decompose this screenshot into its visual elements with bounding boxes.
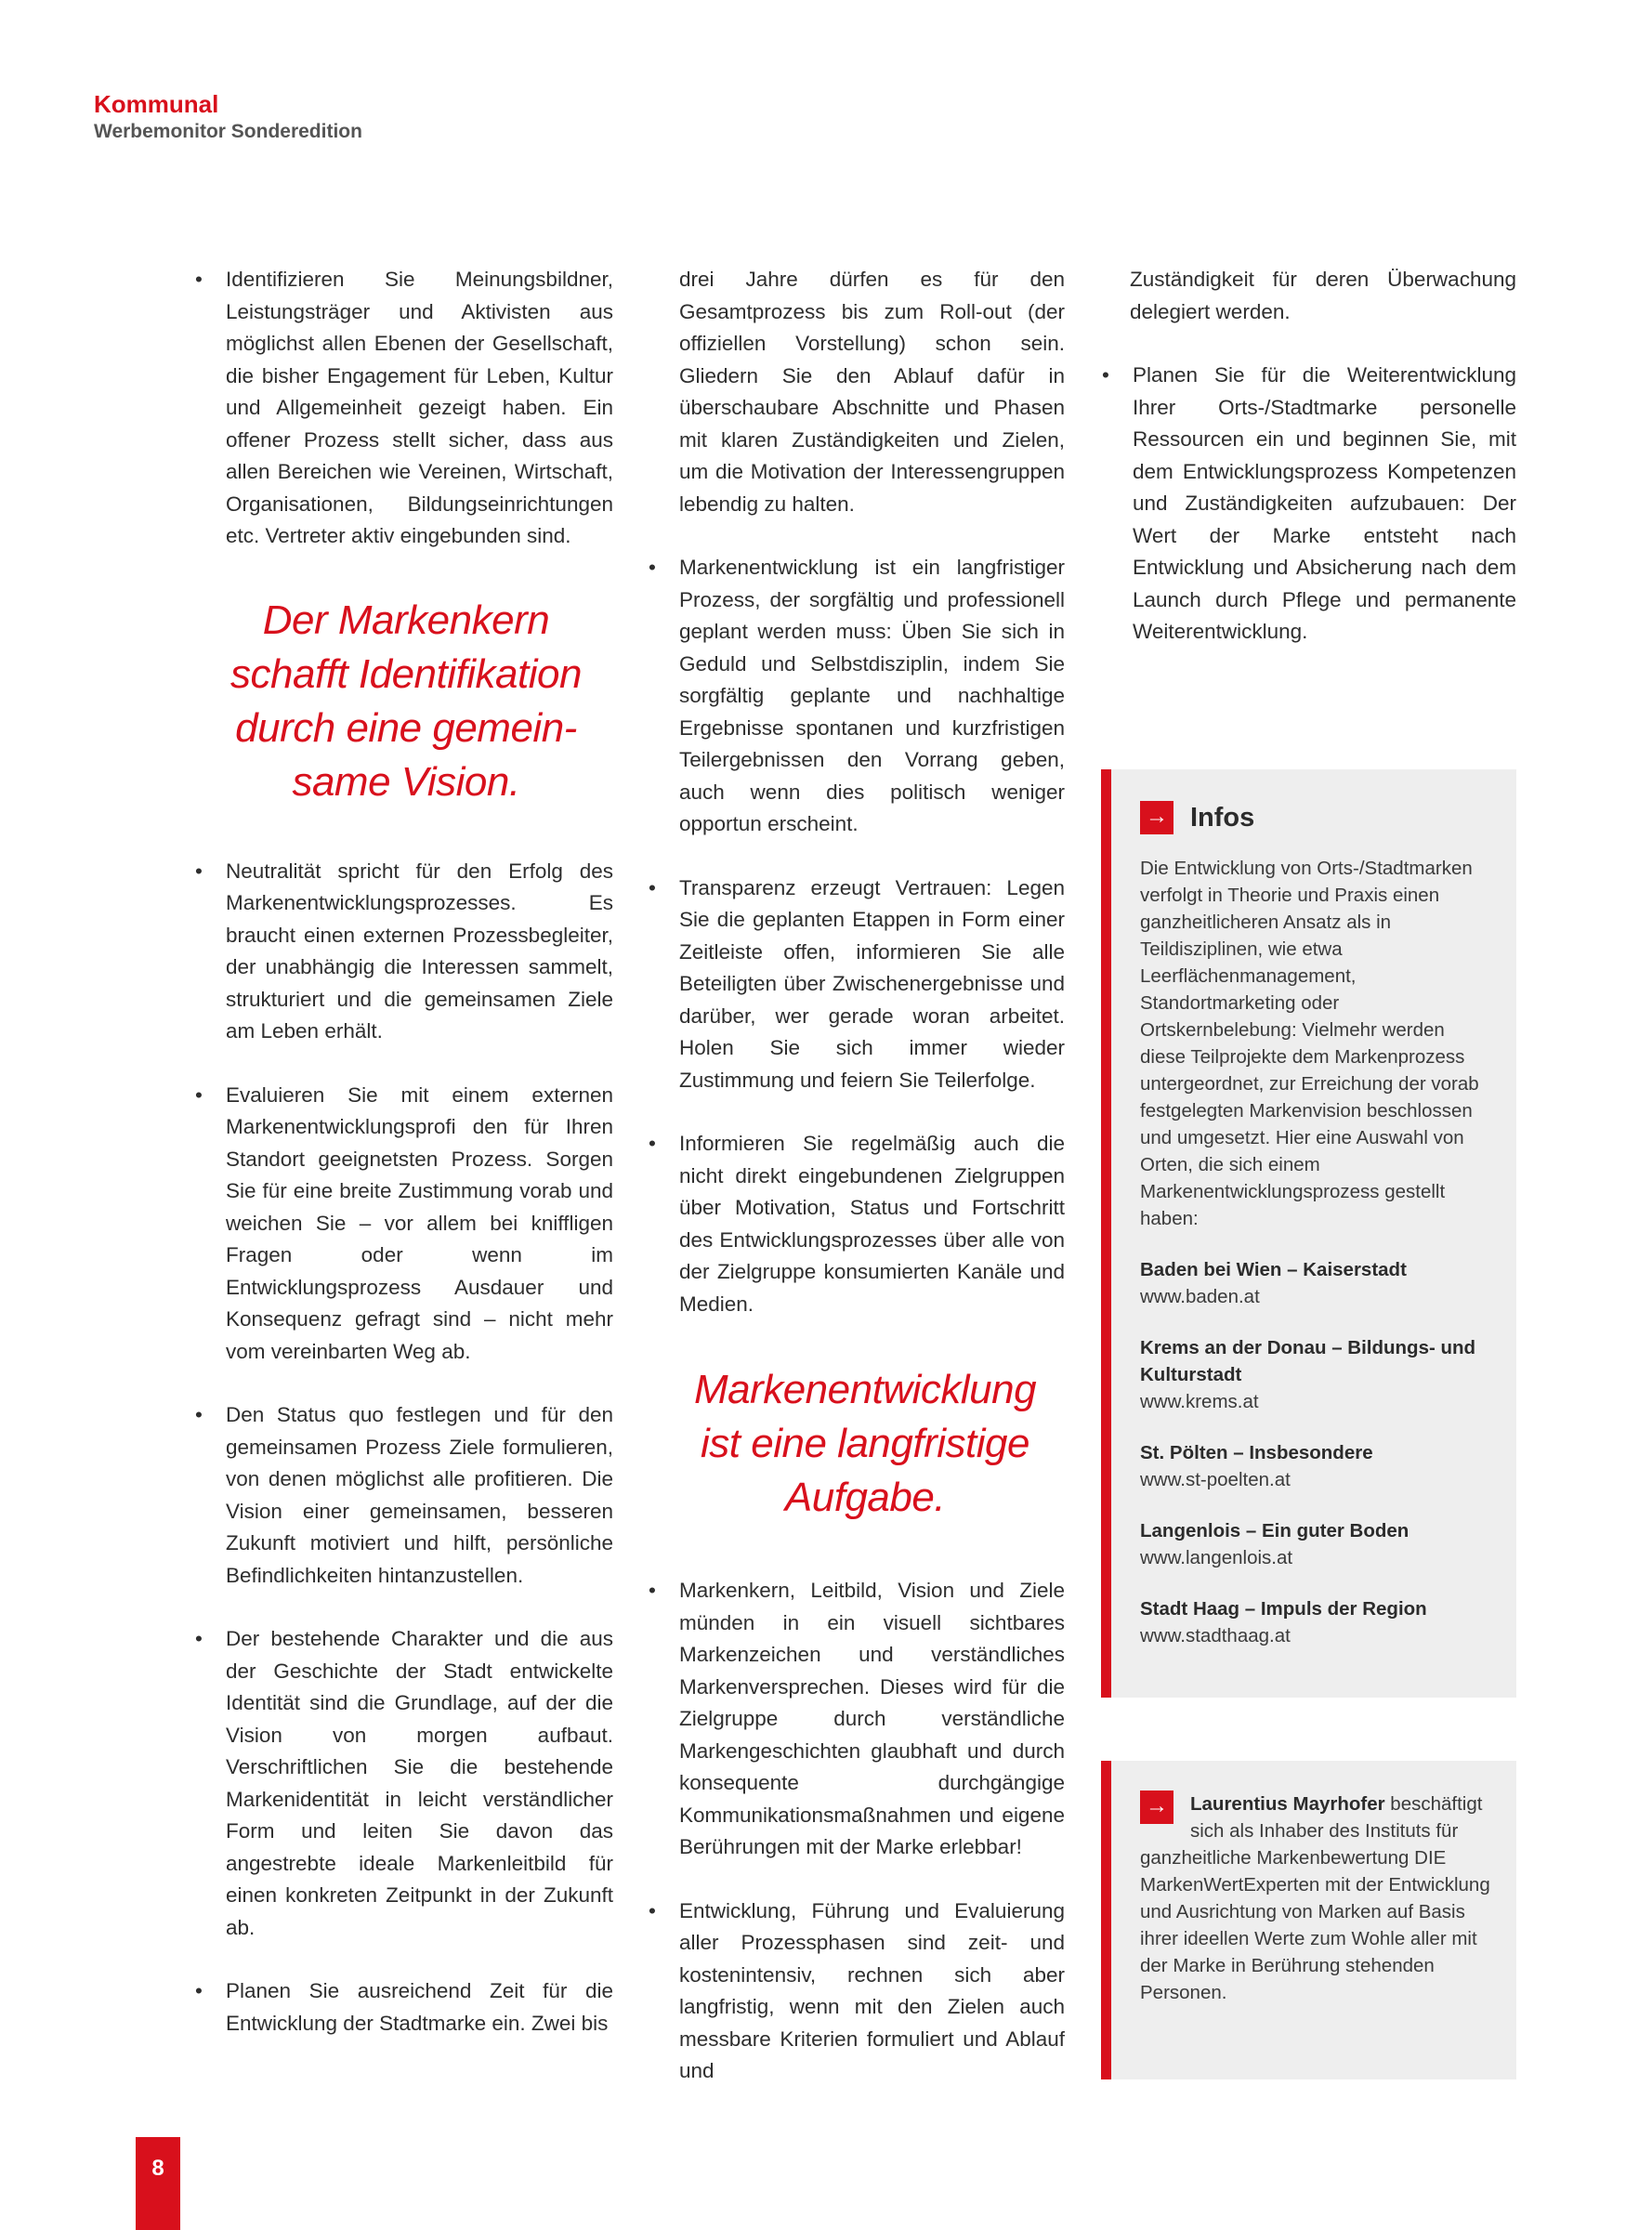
list-item-text: Markenkern, Leitbild, Vision und Ziele münden in ein visuell sichtbares Markenzeichen und verständliches Markenversprechen. Dieses wird für die Zielgruppe durch verständliche Markengeschichten glaubhaft und durch konsequente durchgängige Kommunikationsmaßnahmen und eigene Berührungen mit der Marke erlebbar! [679, 1579, 1065, 1858]
pull-quote [639, 1363, 1065, 1525]
bullet-icon: • [195, 268, 203, 291]
pull-quote-line: schafft Identifikation [230, 650, 582, 697]
bullet-icon: • [195, 1082, 203, 1107]
list-item [186, 1080, 613, 1369]
bullet-icon: • [1102, 363, 1109, 387]
bullet-icon: • [649, 556, 656, 579]
text-column-3 [1093, 264, 1516, 680]
place-item [1140, 1256, 1492, 1310]
paragraph-continued: Zuständigkeit für deren Überwachung delegiert werden. [1130, 268, 1516, 323]
info-box [1101, 769, 1516, 1698]
author-box [1101, 1761, 1516, 2079]
list-item [186, 264, 613, 553]
place-url-link[interactable]: www.baden.at [1140, 1286, 1260, 1307]
list-item [639, 1128, 1065, 1320]
bullet-icon: • [649, 1898, 656, 1922]
list-item-text: Entwicklung, Führung und Evaluierung aller Prozessphasen sind zeit- und kostenintensiv, rechnen sich aber langfristig, wenn mit den Zielen auch messbare Kriterien formuliert und Ablauf und [679, 1898, 1065, 2082]
bullet-icon: • [649, 1132, 656, 1155]
place-item [1140, 1439, 1492, 1493]
pull-quote-line: Aufgabe. [784, 1475, 946, 1520]
place-url-link[interactable]: www.st-poelten.at [1140, 1469, 1291, 1490]
place-name: St. Pölten – Insbesondere [1140, 1442, 1373, 1463]
list-item-text: Informieren Sie regelmäßig auch die nicht direkt eingebundenen Zielgruppen über Motivation, Status und Fortschritt des Entwicklungsprozesses über alle von der Zielgruppe konsumierten Kanäle und Medien. [679, 1132, 1065, 1316]
text-column-2 [639, 264, 1065, 2119]
bullet-icon: • [195, 1403, 203, 1426]
bullet-icon: • [649, 875, 656, 899]
list-item-text: Identifizieren Sie Meinungsbildner, Leistungsträger und Aktivisten aus möglichst allen Ebenen der Gesellschaft, die bisher Engagement für Leben, Kultur und Allgemeinheit gezeigt haben. Ein offener Prozess stellt sicher, dass aus allen Bereichen wie Vereinen, Wirtschaft, Organisationen, Bildungseinrichtungen etc. Vertreter aktiv eingebunden sind. [226, 268, 613, 547]
list-item-text: Neutralität spricht für den Erfolg des Markenentwicklungsprozesses. Es braucht einen externen Prozessbegleiter, der unabhängig die Interessen sammelt, strukturiert und die gemeinsamen Ziele am Leben erhält. [226, 859, 613, 1043]
place-name: Stadt Haag – Impuls der Region [1140, 1598, 1427, 1620]
list-item-text: Planen Sie für die Weiterentwicklung Ihrer Orts-/Stadtmarke personelle Ressourcen ein und beginnen Sie, mit dem Entwicklungsprozess Kompetenzen und Zuständigkeiten aufzubauen: Der Wert der Marke entsteht nach Entwicklung und Absicherung nach dem Launch durch Pflege und permanente Weiterentwicklung. [1133, 363, 1516, 643]
place-item [1140, 1595, 1492, 1649]
arrow-right-icon: → [1140, 801, 1173, 834]
list-item-text: Transparenz erzeugt Vertrauen: Legen Sie die geplanten Etappen in Form einer Zeitleiste offen, informieren Sie alle Beteiligten über Zwischenergebnisse und darüber, wer gerade woran arbeitet. Holen Sie sich immer wieder Zustimmung und feiern Sie Teilerfolge. [679, 875, 1065, 1092]
info-box-text: Die Entwicklung von Orts-/Stadtmarken verfolgt in Theorie und Praxis einen ganzheitlicheren Ansatz als in Teildisziplinen, wie etwa Leerflächenmanagement, Standortmarketing oder Ortskernbelebung: Vielmehr werden diese Teilprojekte dem Markenprozess untergeordnet, zur Erreichung der vorab festgelegten Markenvision beschlossen und umgesetzt. Hier eine Auswahl von Orten, die sich einem Markenentwicklungsprozess gestellt haben: [1140, 858, 1479, 1229]
bullet-icon: • [195, 859, 203, 883]
place-name: Krems an der Donau – Bildungs- und Kulturstadt [1140, 1337, 1476, 1385]
list-item [186, 1399, 613, 1592]
list-item-text: Der bestehende Charakter und die aus der Geschichte der Stadt entwickelte Identität sind die Grundlage, auf der die Vision von morgen aufbaut. Verschriftlichen Sie die bestehende Markenidentität in leicht verständlicher Form und leiten Sie davon das angestrebte ideale Markenleitbild für einen konkreten Zeitpunkt in der Zukunft ab. [226, 1627, 613, 1939]
list-item [639, 1575, 1065, 1864]
list-item-text: Markenentwicklung ist ein langfristiger Prozess, der sorgfältig und professionell geplant werden muss: Üben Sie sich in Geduld und Selbstdisziplin, indem Sie sorgfältig geplante und nachhaltige Ergebnisse spontanen und kurzfristigen Teilergebnissen den Vorrang geben, auch wenn dies politisch weniger opportun erscheint. [679, 556, 1065, 835]
list-item [186, 1623, 613, 1944]
pull-quote-line: ist eine langfristige [701, 1421, 1029, 1466]
place-name: Langenlois – Ein guter Boden [1140, 1520, 1409, 1541]
text-column-1 [186, 264, 613, 2071]
list-item [639, 552, 1065, 841]
bullet-icon: • [195, 1627, 203, 1650]
section-title: Kommunal [94, 90, 219, 118]
page-header [94, 89, 362, 145]
pull-quote-line: durch eine gemein- [235, 704, 577, 751]
section-subtitle: Werbemonitor Sonderedition [94, 121, 362, 142]
arrow-right-icon: → [1140, 1791, 1173, 1824]
place-url-link[interactable]: www.krems.at [1140, 1391, 1259, 1412]
pull-quote-line: Markenentwicklung [693, 1367, 1037, 1412]
list-item [186, 856, 613, 1048]
place-url-link[interactable]: www.stadthaag.at [1140, 1625, 1291, 1646]
place-url-link[interactable]: www.langenlois.at [1140, 1547, 1293, 1568]
bullet-icon: • [195, 1979, 203, 2002]
pull-quote [186, 594, 613, 809]
list-item-text: Planen Sie ausreichend Zeit für die Entwicklung der Stadtmarke ein. Zwei bis [226, 1979, 613, 2035]
pull-quote-line: same Vision. [292, 758, 520, 805]
list-item-text: Den Status quo festlegen und für den gemeinsamen Prozess Ziele formulieren, von denen möglichst alle profitieren. Die Vision einer gemeinsamen, besseren Zukunft motiviert und hilft, persönliche Befindlichkeiten hintanzustellen. [226, 1403, 613, 1587]
place-name: Baden bei Wien – Kaiserstadt [1140, 1259, 1407, 1280]
list-item [186, 1975, 613, 2040]
list-item [639, 1896, 1065, 2088]
info-box-header [1140, 801, 1492, 834]
list-item [1093, 360, 1516, 649]
info-box-title: Infos [1190, 802, 1255, 833]
place-list [1140, 1256, 1492, 1649]
paragraph-continued: drei Jahre dürfen es für den Gesamtprozess bis zum Roll-out (der offiziellen Vorstellung) schon sein. Gliedern Sie den Ablauf dafür in überschaubare Abschnitte und Phasen mit klaren Zuständigkeiten und Zielen, um die Motivation der Interessengruppen lebendig zu halten. [679, 268, 1065, 516]
author-bio [1140, 1791, 1492, 2006]
list-item [639, 872, 1065, 1097]
pull-quote-line: Der Markenkern [262, 597, 550, 643]
author-description: beschäftigt sich als Inhaber des Instituts für ganzheitliche Markenbewertung DIE MarkenWertExperten mit der Entwicklung und Ausrichtung von Marken auf Basis ihrer ideellen Werte zum Wohle aller mit der Marke in Berührung stehenden Personen. [1140, 1793, 1490, 2003]
author-name: Laurentius Mayrhofer [1190, 1793, 1385, 1815]
place-item [1140, 1334, 1492, 1415]
page-number: 8 [136, 2137, 180, 2230]
place-item [1140, 1517, 1492, 1571]
list-item-text: Evaluieren Sie mit einem externen Markenentwicklungsprofi den für Ihren Standort geeignetsten Prozess. Sorgen Sie für eine breite Zustimmung vorab und weichen Sie – vor allem bei kniffligen Fragen oder wenn im Entwicklungsprozess Ausdauer und Konsequenz gefragt sind – nicht mehr vom vereinbarten Weg ab. [226, 1082, 613, 1363]
bullet-icon: • [649, 1579, 656, 1602]
